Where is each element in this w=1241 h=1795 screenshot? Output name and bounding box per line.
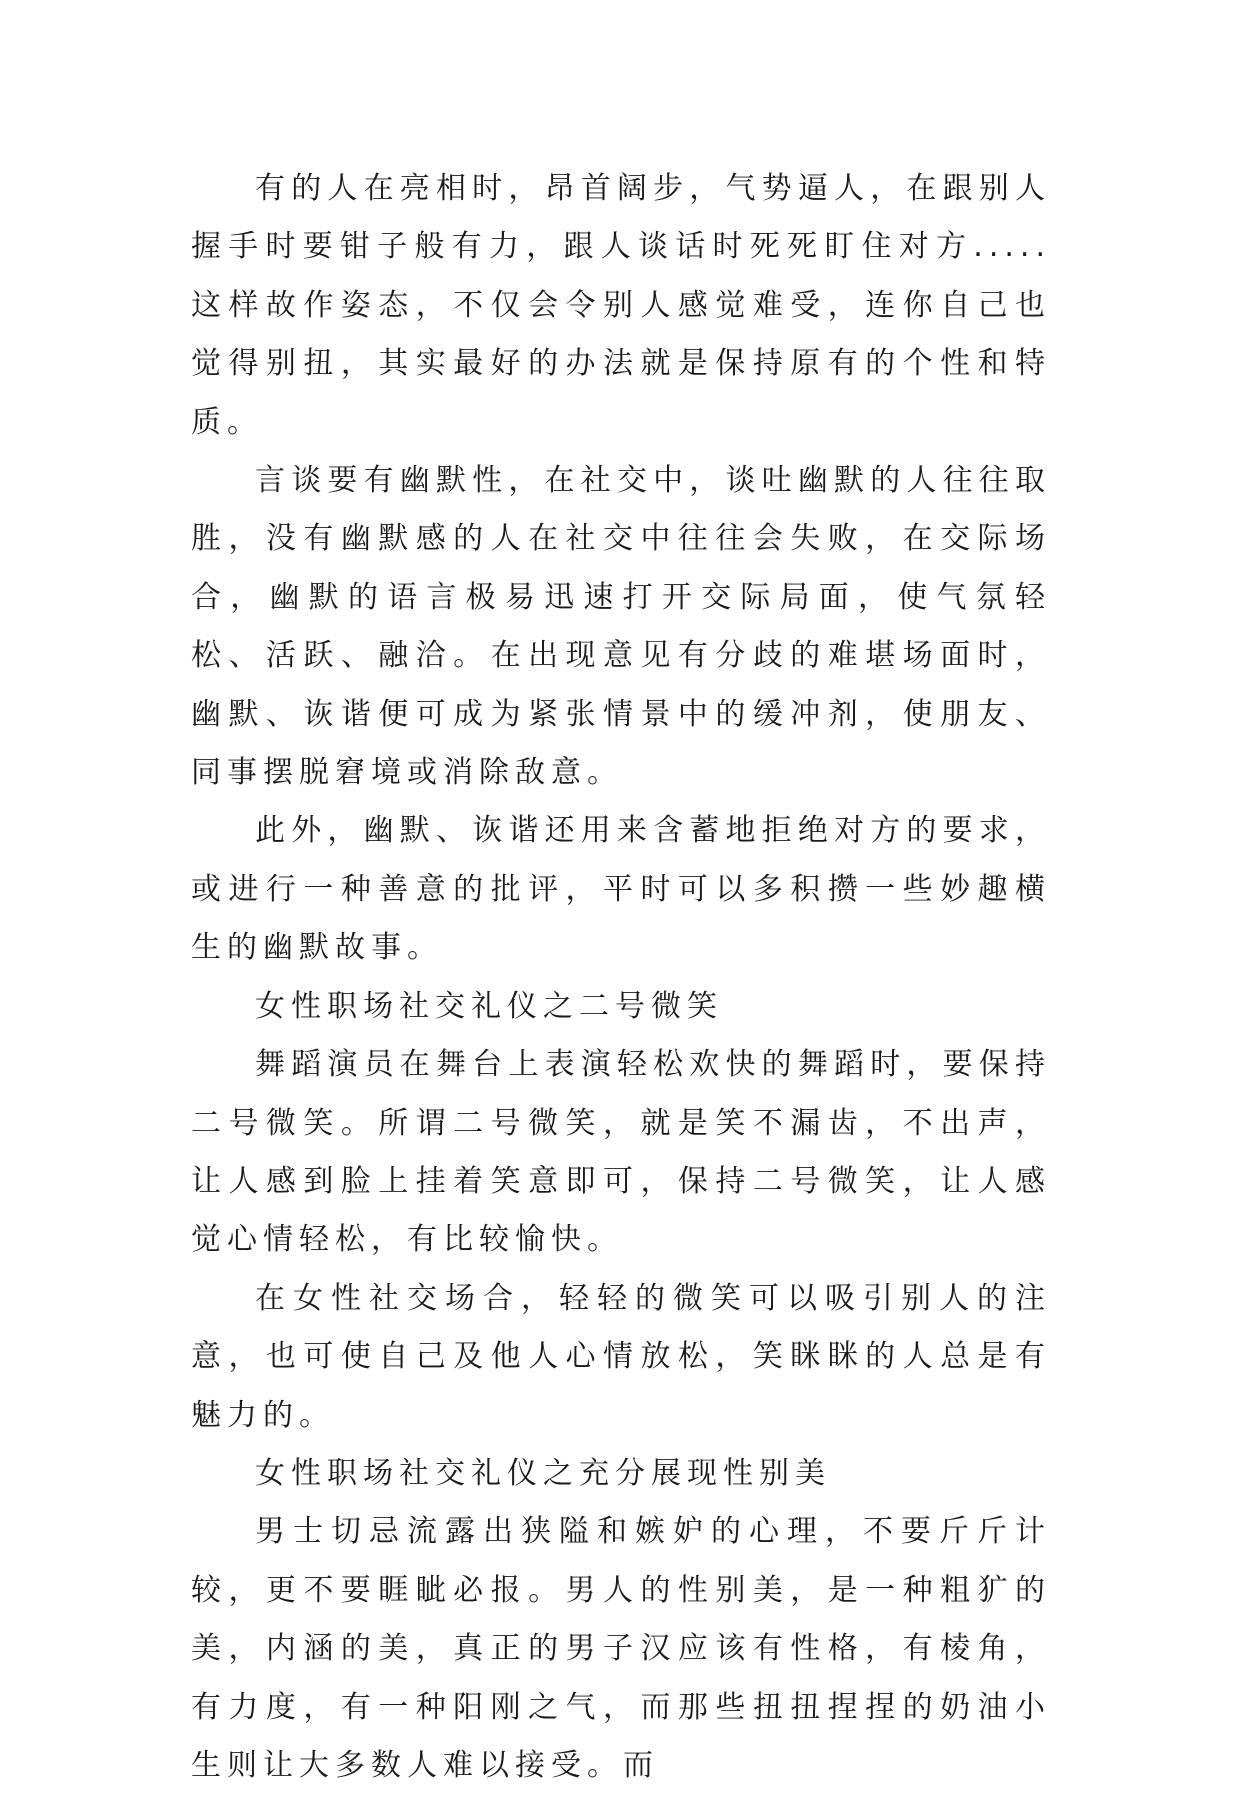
section-heading-smile: 女性职场社交礼仪之二号微笑 [255,988,723,1024]
paragraph-2: 言谈要有幽默性，在社交中，谈吐幽默的人往往取胜，没有幽默感的人在社交中往往会失败，在交际场合，幽默的语言极易迅速打开交际局面，使气氛轻松、活跃、融洽。在出现意见有分歧的难堪场面时，幽默、诙谐便可成为紧张情景中的缓冲剂，使朋友、同事摆脱窘境或消除敌意。 [191,463,1051,791]
paragraph-8: 男士切忌流露出狭隘和嫉妒的心理，不要斤斤计较，更不要睚眦必报。男人的性别美，是一种粗犷的美，内涵的美，真正的男子汉应该有性格，有棱角，有力度，有一种阳刚之气，而那些扭扭捏捏的奶油小生则让大多数人难以接受。而 [191,1514,1051,1783]
paragraph-5: 舞蹈演员在舞台上表演轻松欢快的舞蹈时，要保持二号微笑。所谓二号微笑，就是笑不漏齿，不出声，让人感到脸上挂着笑意即可，保持二号微笑，让人感觉心情轻松，有比较愉快。 [191,1047,1051,1258]
document-body [191,160,1051,1795]
section-heading-gender-beauty: 女性职场社交礼仪之充分展现性别美 [255,1455,831,1491]
paragraph-1: 有的人在亮相时，昂首阔步，气势逼人，在跟别人握手时要钳子般有力，跟人谈话时死死盯住对方.....这样故作姿态，不仅会令别人感觉难受，连你自己也觉得别扭，其实最好的办法就是保持原有的个性和特质。 [191,171,1051,440]
paragraph-6: 在女性社交场合，轻轻的微笑可以吸引别人的注意，也可使自己及他人心情放松，笑眯眯的人总是有魅力的。 [191,1280,1051,1433]
paragraph-3: 此外，幽默、诙谐还用来含蓄地拒绝对方的要求，或进行一种善意的批评，平时可以多积攒一些妙趣横生的幽默故事。 [191,813,1051,966]
